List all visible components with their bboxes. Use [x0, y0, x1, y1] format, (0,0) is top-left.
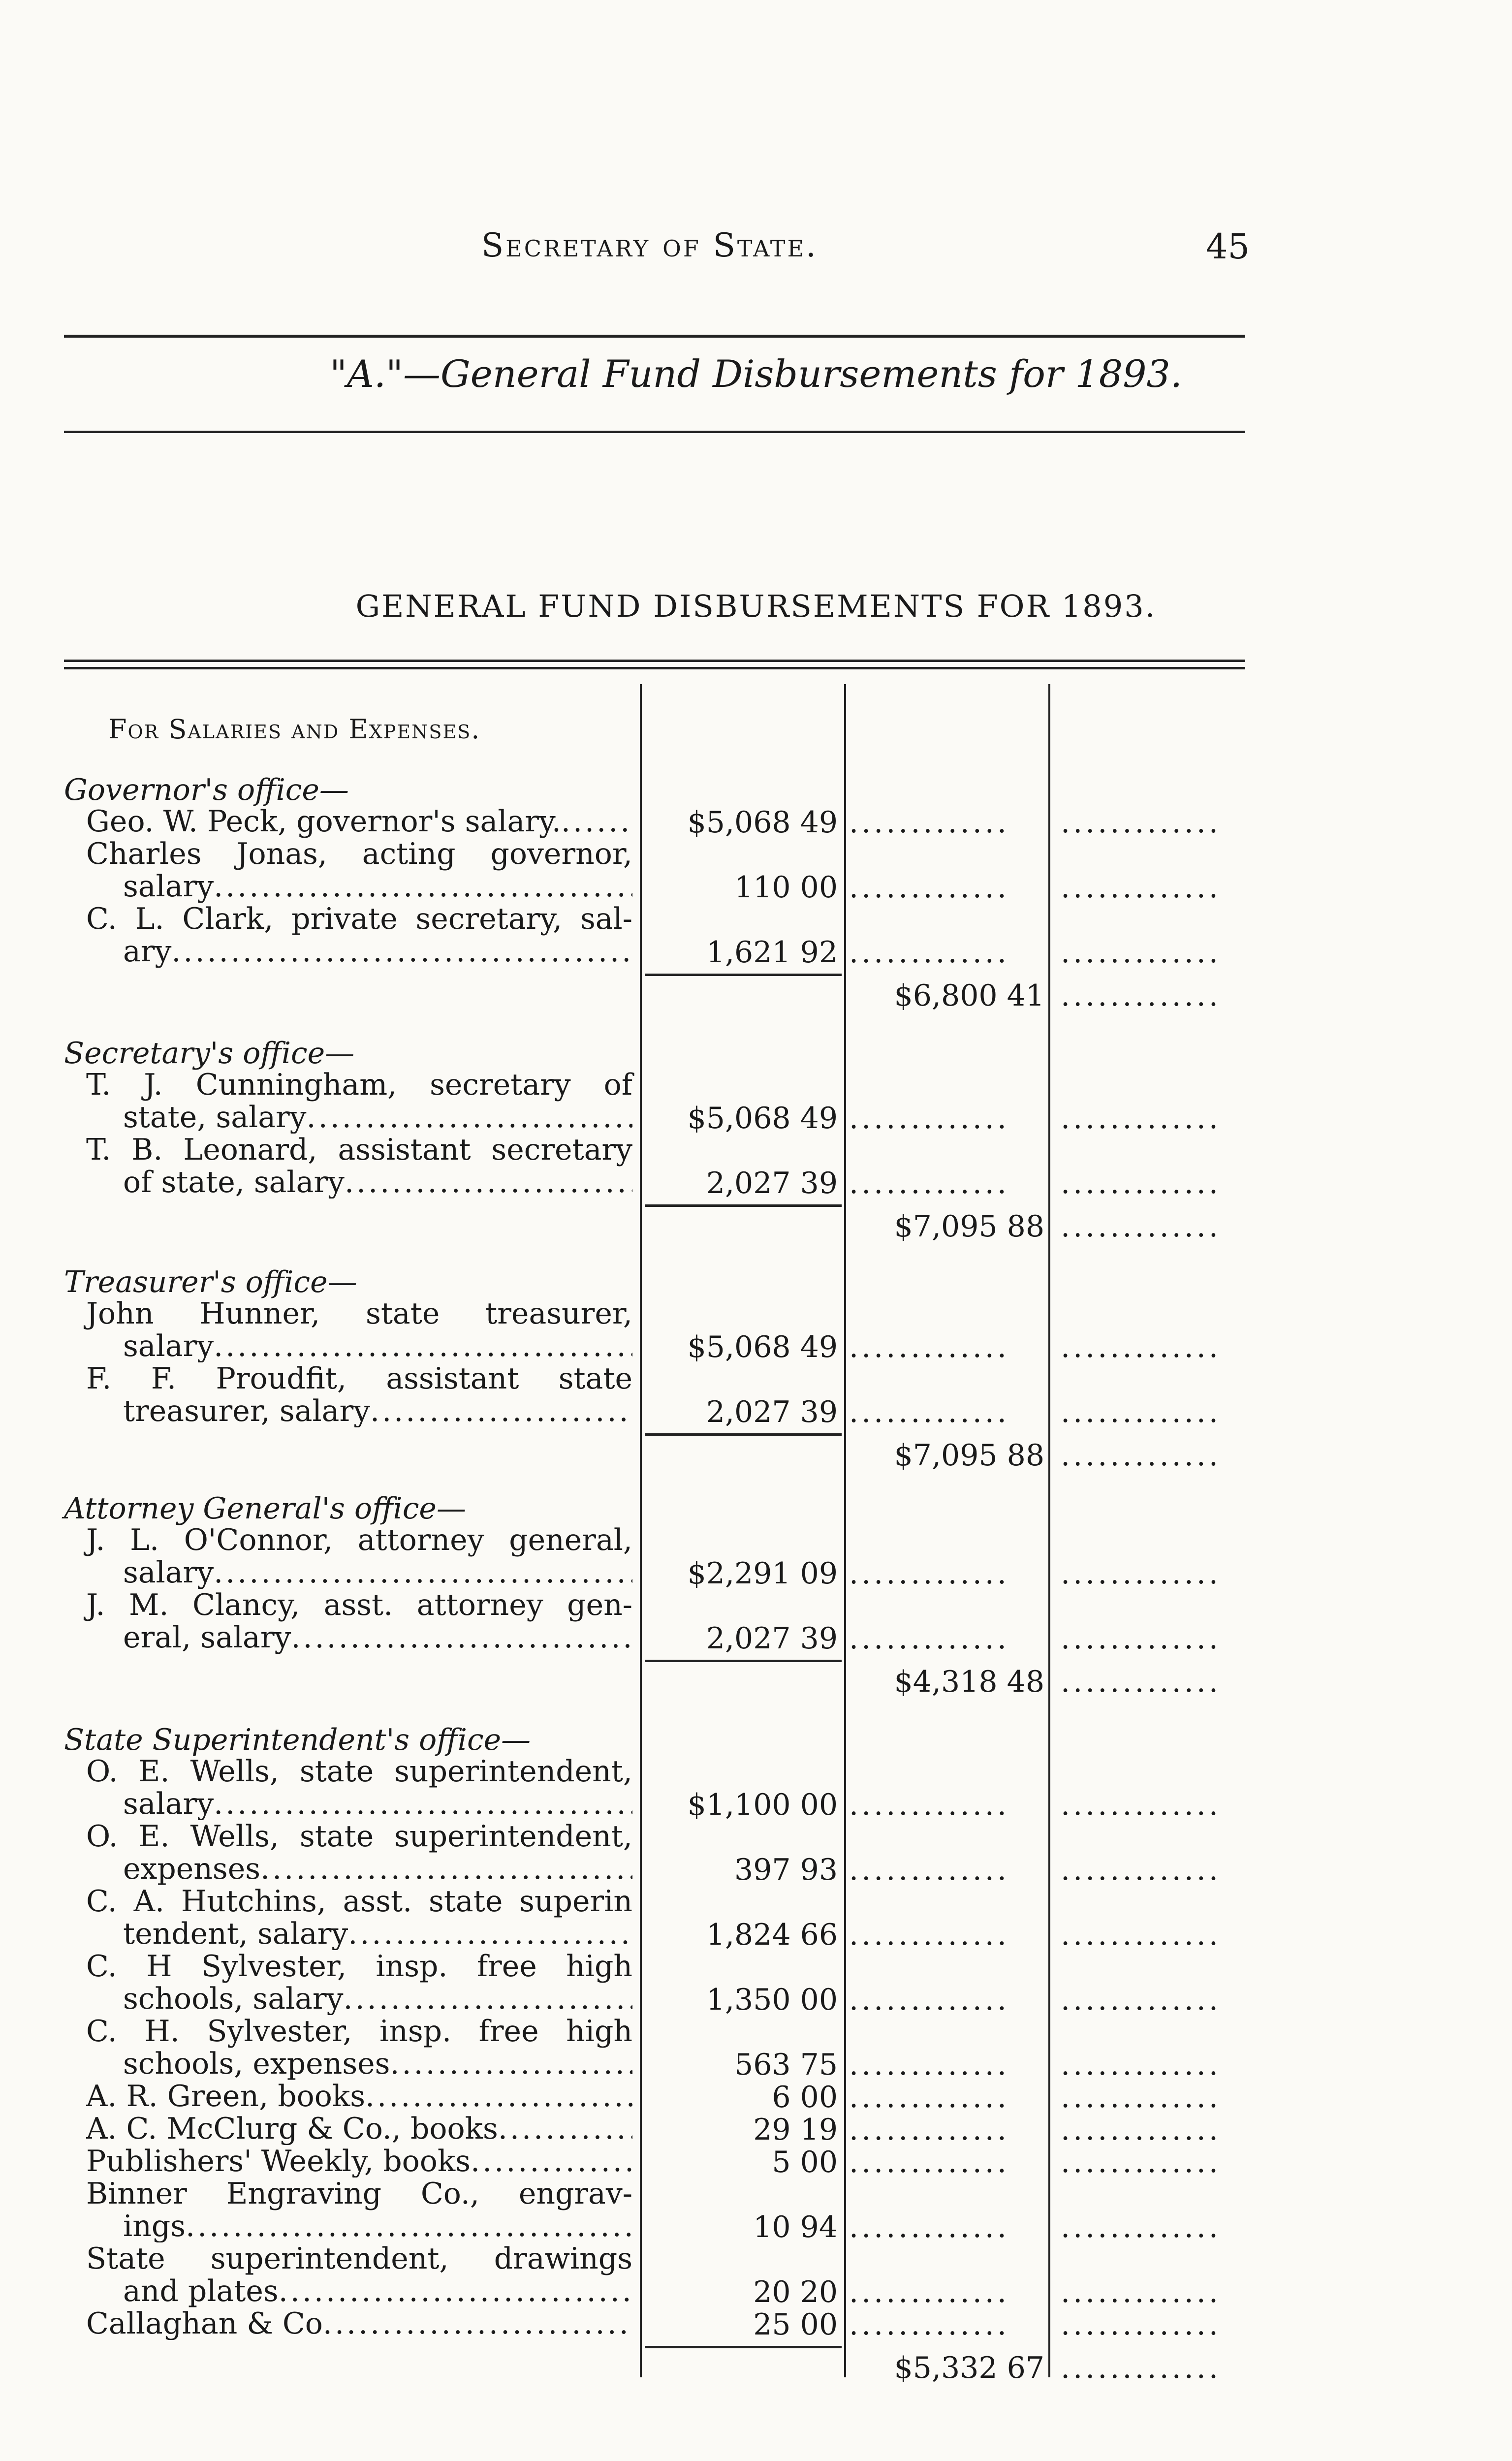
dot-leader: ............. [1061, 870, 1221, 905]
entry-text-line: Callaghan & Co ..... [86, 2307, 632, 2340]
entry-text-line: expenses ..... [86, 1853, 632, 1885]
entry-amount: $5,068 49 [687, 1101, 838, 1136]
entry-description [86, 1524, 632, 1589]
entry-amount: 2,027 39 [706, 1395, 838, 1429]
entry-description [86, 1950, 632, 2015]
entry-text-line: eral, salary ..... [86, 1621, 632, 1654]
dot-leader: ............. [1061, 2113, 1221, 2147]
entry-description [86, 2177, 632, 2242]
dot-leader: ............. [849, 1166, 1009, 1200]
entry-text-line: John Hunner, state treasurer, [86, 1296, 632, 1331]
page-number: 45 [1206, 226, 1250, 267]
subtotal-rule [645, 1204, 842, 1207]
entry-text-line: and plates ..... [86, 2275, 632, 2307]
dot-leader: ............. [849, 1330, 1009, 1364]
subtotal-row [0, 1204, 1512, 1244]
dot-leader: ............. [849, 1983, 1009, 2017]
subtotal-rule [645, 1660, 842, 1662]
entry-text-line: Publishers' Weekly, books ..... [86, 2145, 632, 2177]
subtotal-amount: $6,800 41 [894, 978, 1044, 1013]
rule-under-heading [64, 431, 1245, 433]
subtotal-row [0, 1660, 1512, 1699]
entry-text-line: T. B. Leonard, assistant secretary [86, 1133, 632, 1167]
dot-leader: ............. [1061, 1918, 1221, 1952]
dot-leader: ............. [1061, 1665, 1221, 1699]
entry-description [86, 903, 632, 968]
category-heading: For Salaries and Expenses. [108, 714, 481, 745]
entry-amount: 397 93 [734, 1853, 838, 1887]
dot-leader: ............. [1061, 1621, 1221, 1656]
entry-text-line: ary ..... [86, 935, 632, 968]
entry-description [86, 1885, 632, 1950]
entry-text-line: Charles Jonas, acting governor, [86, 837, 632, 871]
entry-description [86, 1069, 632, 1134]
office-title: Secretary's office— [64, 1036, 355, 1071]
dot-leader: ............. [1061, 1101, 1221, 1136]
dot-leader: ............. [849, 805, 1009, 840]
entry-text-line: O. E. Wells, state superintendent, [86, 1819, 632, 1854]
entry-description [86, 1362, 632, 1427]
entry-text-line: J. L. O'Connor, attorney general, [86, 1523, 632, 1557]
table-top-rule [64, 660, 1245, 669]
subtotal-amount: $5,332 67 [894, 2351, 1044, 2385]
entry-amount: 563 75 [734, 2048, 838, 2082]
entry-description [86, 2080, 632, 2113]
entry-text-line: salary ..... [86, 870, 632, 903]
entry-text-line: treasurer, salary ..... [86, 1395, 632, 1427]
entry-text-line: salary ..... [86, 1788, 632, 1820]
dot-leader: ............. [849, 1621, 1009, 1656]
dot-leader: ............. [849, 2275, 1009, 2309]
entry-text-line: J. M. Clancy, asst. attorney gen- [86, 1588, 632, 1622]
entry-text-line: salary ..... [86, 1556, 632, 1589]
office-title: Treasurer's office— [64, 1265, 357, 1299]
entry-description [86, 2145, 632, 2177]
dot-leader: ............. [849, 2210, 1009, 2244]
entry-amount: 5 00 [772, 2145, 838, 2179]
dot-leader: ............. [1061, 1438, 1221, 1473]
dot-leader: ............. [849, 1395, 1009, 1429]
entry-amount: $5,068 49 [687, 805, 838, 840]
dot-leader: ............. [1061, 2145, 1221, 2179]
dot-leader: ............. [849, 870, 1009, 905]
dot-leader: ............. [1061, 1853, 1221, 1887]
subtotal-rule [645, 1433, 842, 1436]
dot-leader: ............. [1061, 1209, 1221, 1244]
dot-leader: ............. [1061, 1330, 1221, 1364]
entry-text-line: Geo. W. Peck, governor's salary. ..... [86, 805, 632, 838]
subtotal-row [0, 2346, 1512, 2385]
entry-text-line: schools, expenses ..... [86, 2048, 632, 2080]
office-title: Governor's office— [64, 773, 349, 807]
entry-text-line: A. R. Green, books ..... [86, 2080, 632, 2113]
dot-leader: ............. [1061, 805, 1221, 840]
dot-leader: ............. [849, 1101, 1009, 1136]
entry-amount: 10 94 [753, 2210, 838, 2244]
entry-text-line: C. A. Hutchins, asst. state superin [86, 1884, 632, 1919]
entry-text-line: C. H Sylvester, insp. free high [86, 1949, 632, 1984]
dot-leader: ............. [849, 1853, 1009, 1887]
subtotal-row [0, 1433, 1512, 1473]
dot-leader: ............. [1061, 1788, 1221, 1822]
entry-amount: 20 20 [753, 2275, 838, 2309]
entry-description [86, 1755, 632, 1820]
subtotal-amount: $7,095 88 [894, 1209, 1044, 1244]
entry-text-line: C. H. Sylvester, insp. free high [86, 2014, 632, 2049]
dot-leader: ............. [1061, 1983, 1221, 2017]
entry-amount: 110 00 [734, 870, 838, 905]
column-rule-1 [640, 684, 642, 2377]
entry-amount: 1,350 00 [706, 1983, 838, 2017]
dot-leader: ............. [849, 1556, 1009, 1591]
subtotal-row [0, 974, 1512, 1013]
entry-amount: 2,027 39 [706, 1621, 838, 1656]
dot-leader: ............. [1061, 978, 1221, 1013]
running-head [0, 226, 1512, 271]
dot-leader: ............. [1061, 1556, 1221, 1591]
entry-text-line: O. E. Wells, state superintendent, [86, 1754, 632, 1789]
dot-leader: ............. [1061, 2048, 1221, 2082]
entry-text-line: A. C. McClurg & Co., books ..... [86, 2113, 632, 2145]
dot-leader: ............. [849, 2113, 1009, 2147]
subtotal-amount: $4,318 48 [894, 1665, 1044, 1699]
subtotal-rule [645, 2346, 842, 2348]
entry-amount: 29 19 [753, 2113, 838, 2147]
entry-description [86, 1589, 632, 1654]
entry-text-line: Binner Engraving Co., engrav- [86, 2177, 632, 2211]
running-title: Secretary of State. [481, 226, 819, 264]
entry-text-line: T. J. Cunningham, secretary of [86, 1068, 632, 1102]
dot-leader: ............. [1061, 1395, 1221, 1429]
entry-amount: 2,027 39 [706, 1166, 838, 1200]
dot-leader: ............. [849, 2048, 1009, 2082]
office-title: Attorney General's office— [64, 1491, 466, 1526]
dot-leader: ............. [1061, 935, 1221, 970]
table-title: GENERAL FUND DISBURSEMENTS FOR 1893. [355, 588, 1157, 624]
entry-text-line: State superintendent, drawings [86, 2241, 632, 2276]
section-heading: "A."—General Fund Disbursements for 1893. [330, 352, 1182, 396]
dot-leader: ............. [1061, 2210, 1221, 2244]
dot-leader: ............. [849, 1918, 1009, 1952]
entry-description [86, 2242, 632, 2307]
subtotal-amount: $7,095 88 [894, 1438, 1044, 1473]
entry-text-line: C. L. Clark, private secretary, sal- [86, 902, 632, 936]
entry-text-line: salary ..... [86, 1330, 632, 1362]
dot-leader: ............. [849, 935, 1009, 970]
column-rule-3 [1048, 684, 1050, 2377]
entry-amount: 1,824 66 [706, 1918, 838, 1952]
entry-description [86, 2015, 632, 2080]
column-rule-2 [844, 684, 846, 2377]
dot-leader: ............. [849, 2080, 1009, 2114]
entry-amount: 25 00 [753, 2307, 838, 2342]
dot-leader: ............. [1061, 1166, 1221, 1200]
entry-description [86, 838, 632, 903]
entry-text-line: F. F. Proudfit, assistant state [86, 1361, 632, 1396]
dot-leader: ............. [849, 1788, 1009, 1822]
subtotal-rule [645, 974, 842, 976]
entry-description [86, 1820, 632, 1885]
entry-text-line: state, salary ..... [86, 1101, 632, 1134]
rule-top [64, 335, 1245, 338]
entry-description [86, 2113, 632, 2145]
entry-description [86, 1134, 632, 1199]
entry-description [86, 2307, 632, 2340]
entry-amount: 6 00 [772, 2080, 838, 2114]
dot-leader: ............. [1061, 2307, 1221, 2342]
entry-text-line: ings ..... [86, 2210, 632, 2242]
entry-description [86, 805, 632, 838]
entry-amount: 1,621 92 [706, 935, 838, 970]
dot-leader: ............. [849, 2307, 1009, 2342]
dot-leader: ............. [849, 2145, 1009, 2179]
entry-text-line: tendent, salary ..... [86, 1918, 632, 1950]
entry-amount: $1,100 00 [687, 1788, 838, 1822]
entry-text-line: of state, salary ..... [86, 1166, 632, 1199]
entry-amount: $5,068 49 [687, 1330, 838, 1364]
dot-leader: ............. [1061, 2080, 1221, 2114]
dot-leader: ............. [1061, 2351, 1221, 2385]
entry-amount: $2,291 09 [687, 1556, 838, 1591]
entry-description [86, 1297, 632, 1362]
dot-leader: ............. [1061, 2275, 1221, 2309]
office-title: State Superintendent's office— [64, 1723, 531, 1757]
entry-text-line: schools, salary ..... [86, 1983, 632, 2015]
